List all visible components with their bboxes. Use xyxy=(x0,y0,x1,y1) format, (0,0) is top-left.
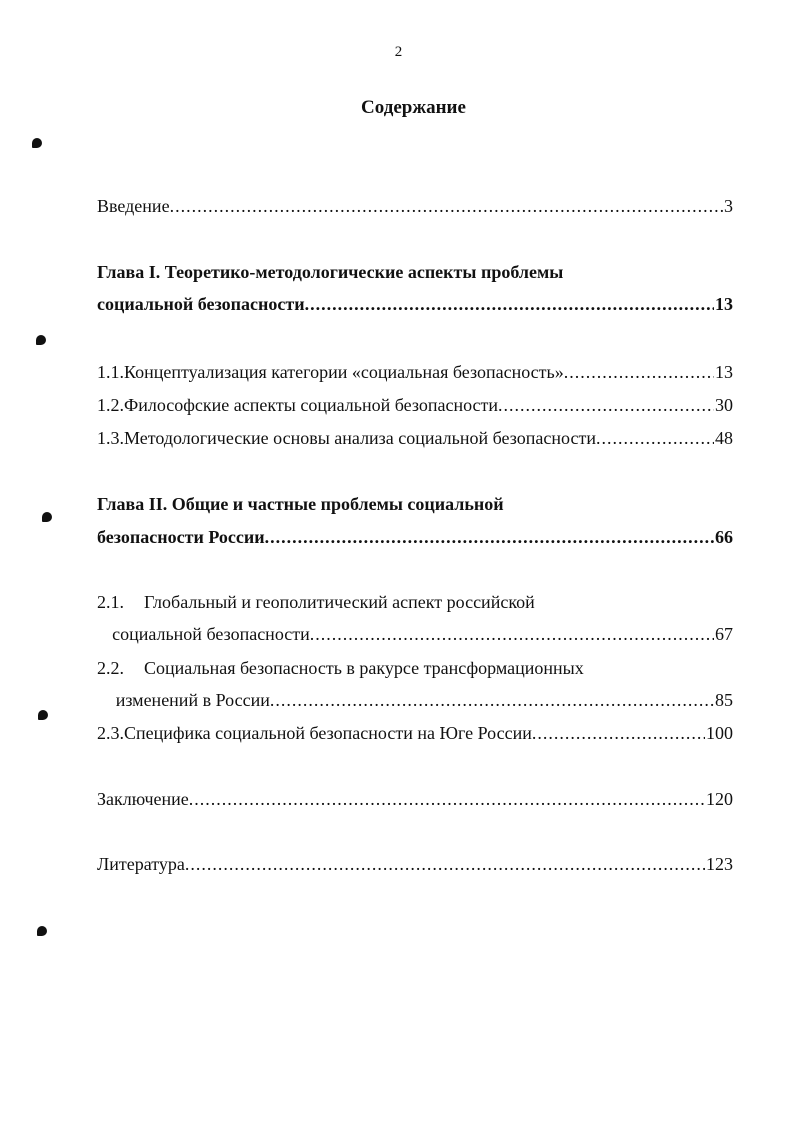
toc-entry-page: 120 xyxy=(706,789,733,809)
margin-mark xyxy=(42,512,52,522)
chapter2-heading-line1[interactable]: Глава II. Общие и частные проблемы социальной xyxy=(97,494,504,514)
toc-entry-label: Методологические основы анализа социальной безопасности xyxy=(124,428,596,448)
toc-entry-label: изменений в России xyxy=(115,690,270,710)
toc-leader-dots xyxy=(532,723,705,744)
toc-entry-2-2-line1[interactable] xyxy=(97,658,584,679)
toc-entry-1-2[interactable] xyxy=(97,395,733,419)
margin-mark xyxy=(38,710,48,720)
toc-leader-dots xyxy=(564,362,714,383)
toc-entry-page: 48 xyxy=(715,428,733,448)
toc-entry-1-3[interactable] xyxy=(97,428,733,452)
page-title: Содержание xyxy=(361,97,466,118)
margin-mark xyxy=(36,335,46,345)
toc-entry-label: Концептуализация категории «социальная безопасность» xyxy=(124,362,564,382)
section-number: 2.1. xyxy=(97,592,124,612)
toc-entry-introduction[interactable] xyxy=(97,196,733,220)
toc-entry-2-2[interactable] xyxy=(97,690,733,714)
section-number: 1.3. xyxy=(97,428,124,448)
toc-leader-dots xyxy=(189,789,705,810)
toc-entry-2-1-line1[interactable] xyxy=(97,592,535,613)
toc-entry-label: Социальная безопасность в ракурсе трансформационных xyxy=(144,658,584,678)
chapter1-heading-line1[interactable]: Глава I. Теоретико-методологические аспекты проблемы xyxy=(97,262,564,282)
toc-entry-page: 13 xyxy=(715,294,733,314)
section-number: 1.2. xyxy=(97,395,124,415)
page-number: 2 xyxy=(394,44,403,60)
margin-mark xyxy=(37,926,47,936)
toc-entry-page: 3 xyxy=(724,196,733,216)
toc-leader-dots xyxy=(265,527,714,548)
section-number: 2.3. xyxy=(97,723,124,743)
toc-entry-page: 85 xyxy=(715,690,733,710)
toc-entry-label: Литература xyxy=(97,854,185,874)
section-number: 2.2. xyxy=(97,658,124,678)
toc-leader-dots xyxy=(170,196,723,217)
toc-entry-label: Заключение xyxy=(97,789,189,809)
toc-entry-label: Глобальный и геополитический аспект российской xyxy=(144,592,535,612)
toc-leader-dots xyxy=(185,854,705,875)
toc-entry-label: социальной безопасности xyxy=(97,294,305,314)
toc-leader-dots xyxy=(498,395,714,416)
toc-entry-chapter1[interactable] xyxy=(97,294,733,318)
toc-entry-page: 13 xyxy=(715,362,733,382)
section-number: 1.1. xyxy=(97,362,124,382)
toc-leader-dots xyxy=(596,428,714,449)
toc-entry-page: 67 xyxy=(715,624,733,644)
toc-entry-label: Введение xyxy=(97,196,170,216)
toc-entry-label: Философские аспекты социальной безопасности xyxy=(124,395,499,415)
toc-entry-literature[interactable] xyxy=(97,854,733,878)
toc-entry-page: 30 xyxy=(715,395,733,415)
toc-entry-conclusion[interactable] xyxy=(97,789,733,813)
toc-entry-page: 66 xyxy=(715,527,733,547)
toc-leader-dots xyxy=(305,294,714,315)
toc-entry-page: 123 xyxy=(706,854,733,874)
toc-entry-chapter2[interactable] xyxy=(97,527,733,551)
toc-entry-label: безопасности России xyxy=(97,527,265,547)
margin-mark xyxy=(32,138,42,148)
toc-entry-1-1[interactable] xyxy=(97,362,733,386)
toc-entry-label: социальной безопасности xyxy=(112,624,310,644)
toc-entry-label: Специфика социальной безопасности на Юге России xyxy=(124,723,532,743)
toc-leader-dots xyxy=(310,624,714,645)
toc-entry-2-3[interactable] xyxy=(97,723,733,747)
toc-entry-2-1[interactable] xyxy=(97,624,733,648)
toc-entry-page: 100 xyxy=(706,723,733,743)
toc-leader-dots xyxy=(270,690,714,711)
